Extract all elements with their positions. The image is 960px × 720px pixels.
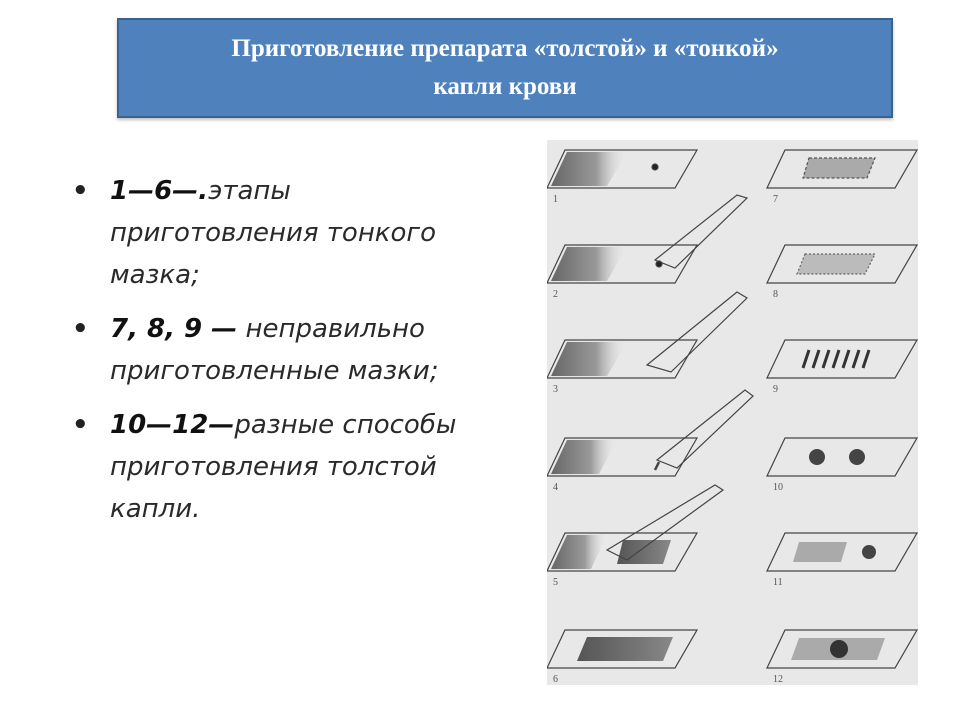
slide-5 [547,485,723,571]
bullet-text: разные способы приготовления толстой капли. [110,410,457,524]
slide-label: 2 [553,289,558,300]
slide-label: 6 [553,674,558,685]
bullet-item-3 [72,404,492,530]
bullet-lead: 1—6—. [110,176,209,206]
smear-illustration [547,140,918,685]
title-line-2: капли крови [433,73,577,100]
slide-label: 5 [553,577,558,588]
bullet-text: неправильно приготовленные мазки; [110,314,439,386]
slide-10 [767,438,917,476]
bullet-dot-icon: • [72,410,89,440]
slide-label: 9 [773,384,778,395]
slide-9 [767,340,917,378]
title-banner [117,18,893,118]
slide-label: 3 [553,384,558,395]
bullet-text: этапы приготовления тонкого мазка; [110,176,436,290]
slide-label: 8 [773,289,778,300]
bullet-item-1 [72,170,492,296]
bullet-dot-icon: • [72,314,89,344]
slide-2 [547,195,747,283]
slide-3 [547,292,747,378]
title-line-1: Приготовление препарата «толстой» и «тонкой» [231,35,779,62]
bullet-lead: 7, 8, 9 — [110,314,238,344]
bullet-dot-icon: • [72,176,89,206]
slide-label: 1 [553,194,558,205]
bullet-item-2 [72,308,492,392]
slide-label: 11 [773,577,783,588]
smear-preparation-figure [547,140,918,685]
slide-1 [547,150,697,188]
slide-11 [767,533,917,571]
slide-label: 4 [553,482,558,493]
slide-6 [547,630,697,668]
slide-7 [767,150,917,188]
slide-label: 12 [773,674,783,685]
slide-8 [767,245,917,283]
bullet-lead: 10—12— [110,410,235,440]
slide-4 [547,390,753,476]
bullet-list [72,170,492,542]
slide-12 [767,630,917,668]
slide-label: 10 [773,482,783,493]
slide-label: 7 [773,194,778,205]
